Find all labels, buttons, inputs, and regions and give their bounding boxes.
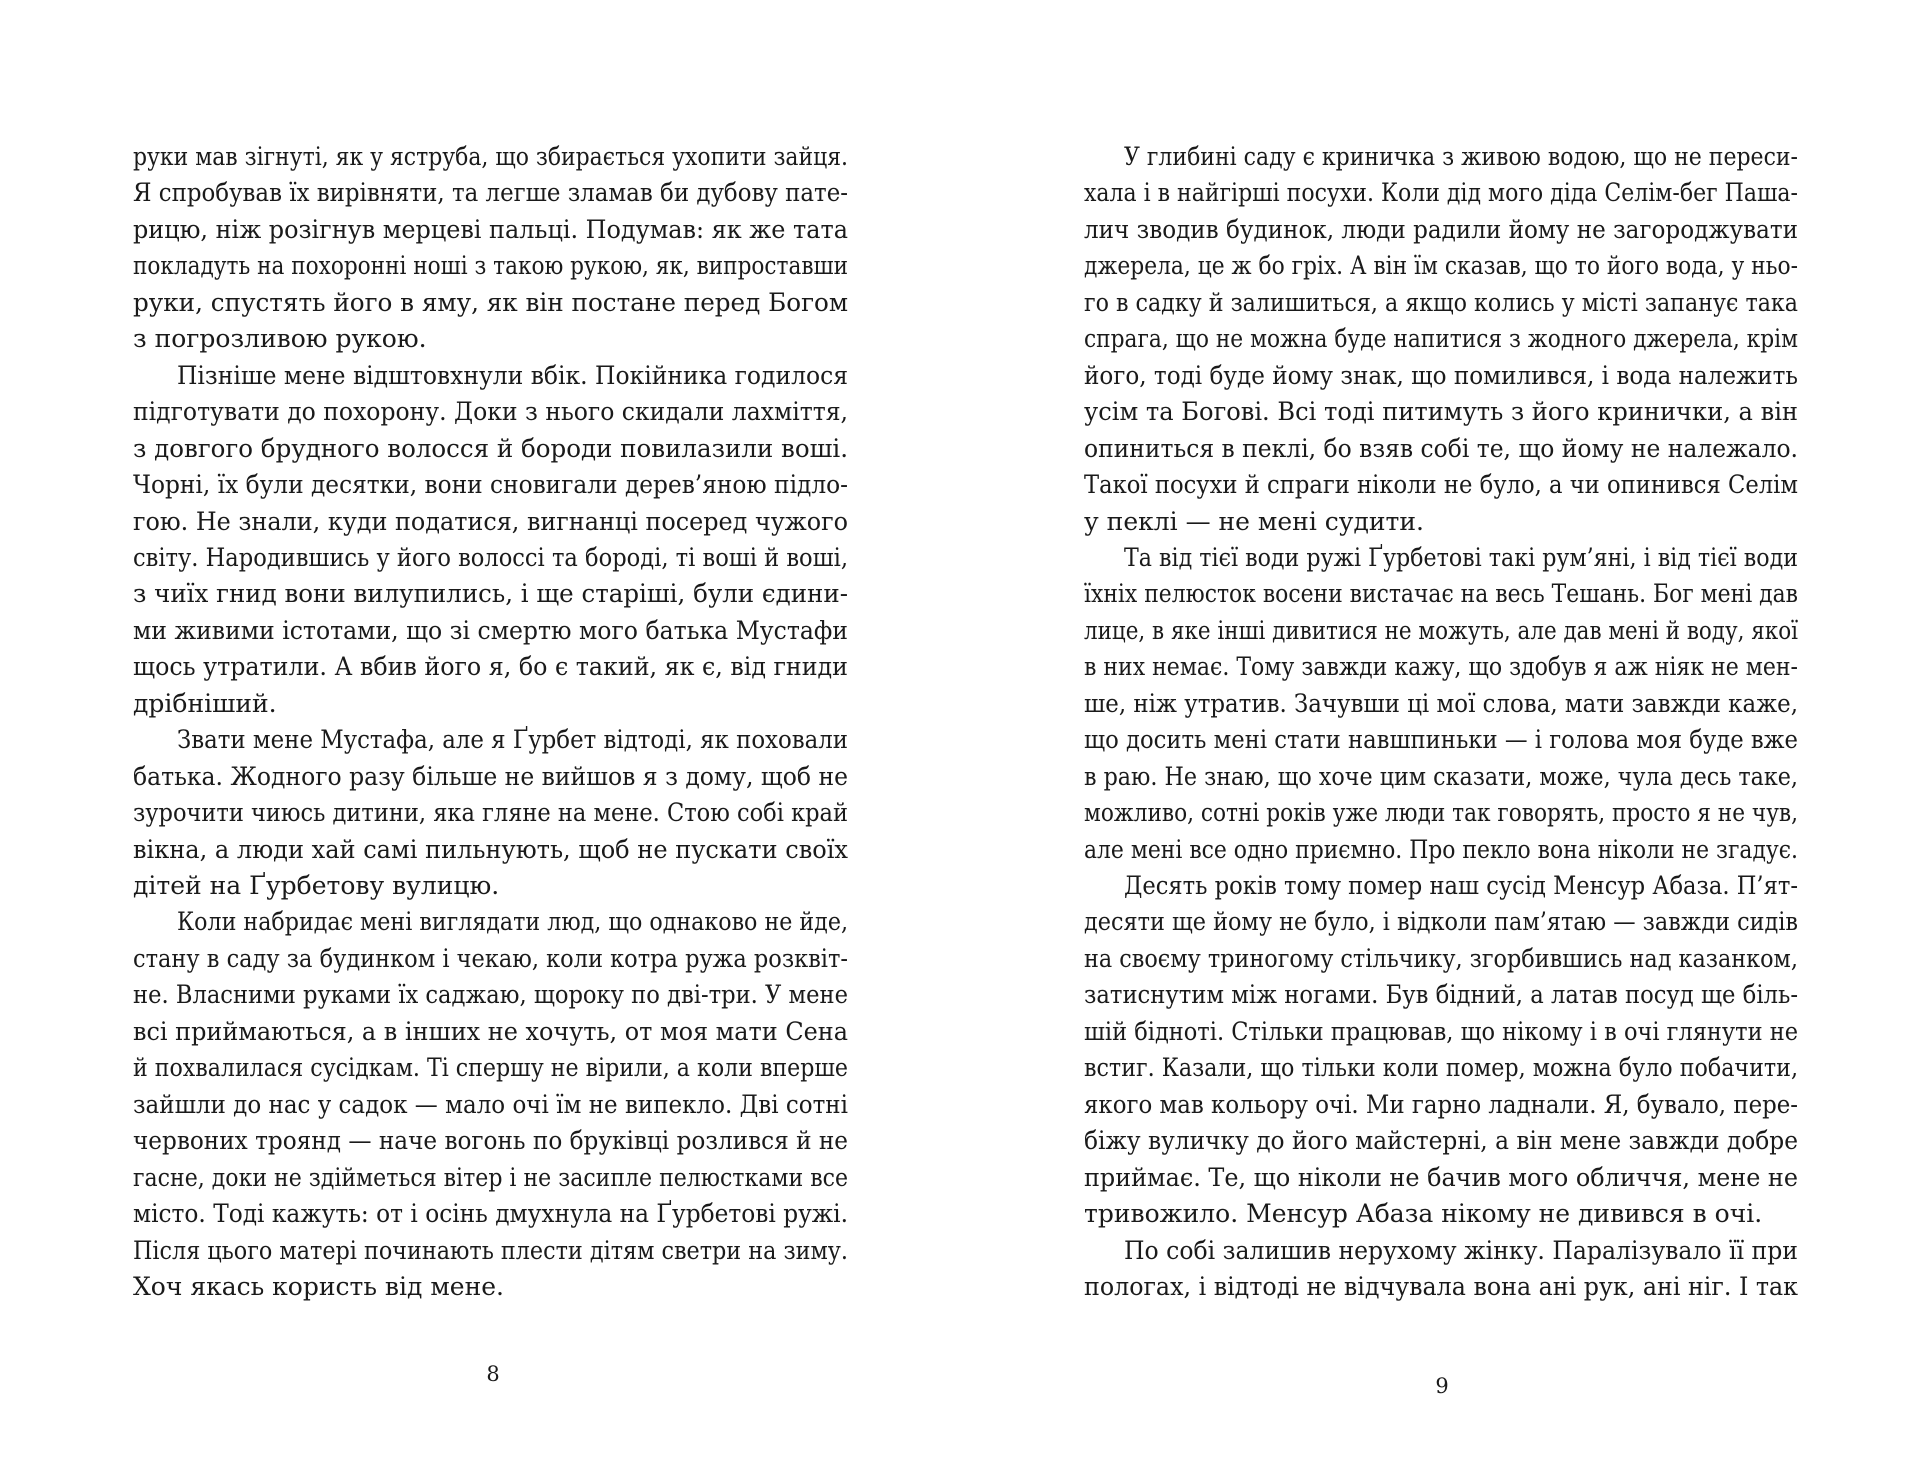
right-page-text-line: опиниться в пеклі, бо взяв собі те, що йому не належало.: [1084, 434, 1798, 463]
left-page-text-line: Звати мене Мустафа, але я Ґурбет відтоді, як поховали: [177, 725, 848, 754]
left-page-text-line: щось утратили. А вбив його я, бо є такий, як є, від гниди: [133, 652, 848, 681]
right-page-text-line: його, тоді буде йому знак, що помилився, і вода належить: [1084, 361, 1798, 390]
left-page-text-line: руки мав зігнуті, як у яструба, що збирається ухопити зайця.: [133, 142, 848, 171]
right-page-text-line: приймає. Те, що ніколи не бачив мого обличчя, мене не: [1084, 1163, 1798, 1192]
left-page-text-line: гою. Не знали, куди податися, вигнанці посеред чужого: [133, 507, 848, 536]
right-page-text-line: Такої посухи й спраги ніколи не було, а чи опинився Селім: [1084, 470, 1798, 499]
right-page: [960, 0, 1920, 1477]
right-page-text-line: лице, в яке інші дивитися не можуть, але дав мені й воду, якої: [1084, 616, 1798, 645]
left-page-text-line: рицю, ніж розігнув мерцеві пальці. Подумав: як же тата: [133, 215, 848, 244]
left-page-text-line: зурочити чиюсь дитини, яка гляне на мене. Стою собі край: [133, 798, 848, 827]
right-page-text-line: в раю. Не знаю, що хоче цим сказати, може, чула десь таке,: [1084, 762, 1798, 791]
right-page-text-line: Та від тієї води ружі Ґурбетові такі рум’яні, і від тієї води: [1124, 543, 1798, 572]
left-page-text-line: Після цього матері починають плести дітям светри на зиму.: [133, 1236, 848, 1265]
left-page-text-line: зайшли до нас у садок — мало очі їм не випекло. Дві сотні: [133, 1090, 848, 1119]
left-page-text-line: Чорні, їх були десятки, вони сновигали дерев’яною підло-: [133, 470, 848, 499]
right-page-text-line: По собі залишив нерухому жінку. Паралізувало її при: [1124, 1236, 1798, 1265]
right-page-text-line: але мені все одно приємно. Про пекло вона ніколи не згадує.: [1084, 835, 1798, 864]
right-page-text-line: хала і в найгірші посухи. Коли дід мого діда Селім-бег Паша-: [1084, 178, 1798, 207]
right-page-text-line: тривожило. Менсур Абаза нікому не дивився в очі.: [1084, 1199, 1763, 1228]
right-page-text-line: біжу вуличку до його майстерні, а він мене завжди добре: [1084, 1126, 1798, 1155]
right-page-text-line: в них немає. Тому завжди кажу, що здобув я аж ніяк не мен-: [1084, 652, 1798, 681]
right-page-text-line: джерела, це ж бо гріх. А він їм сказав, що то його вода, у ньо-: [1084, 251, 1798, 280]
left-page-text-line: червоних троянд — наче вогонь по бруківці розлився й не: [133, 1126, 848, 1155]
left-page-text-line: Я спробував їх вирівняти, та легше зламав би дубову пате-: [133, 178, 848, 207]
right-page-text-line: їхніх пелюсток восени вистачає на весь Тешань. Бог мені дав: [1084, 579, 1798, 608]
right-page-text-line: на своєму триногому стільчику, згорбившись над казанком,: [1084, 944, 1798, 973]
left-page-text-line: гасне, доки не здійметься вітер і не засипле пелюстками все: [133, 1163, 848, 1192]
right-page-text-line: У глибині саду є криничка з живою водою, що не переси-: [1124, 142, 1798, 171]
right-page-text-line: встиг. Казали, що тільки коли помер, можна було побачити,: [1084, 1053, 1798, 1082]
left-page-text-line: Хоч якась користь від мене.: [133, 1272, 504, 1301]
right-page-number: 9: [1435, 1374, 1449, 1398]
right-page-text-line: пологах, і відтоді не відчувала вона ані рук, ані ніг. І так: [1084, 1272, 1798, 1301]
left-page-text-line: з довгого брудного волосся й бороди повилазили воші.: [133, 434, 848, 463]
left-page-text-line: дрібніший.: [133, 689, 277, 718]
right-page-text-line: що досить мені стати навшпиньки — і голова моя буде вже: [1084, 725, 1798, 754]
left-page-text-line: всі приймаються, а в інших не хочуть, от моя мати Сена: [133, 1017, 848, 1046]
right-page-text-line: ше, ніж утратив. Зачувши ці мої слова, мати завжди каже,: [1084, 689, 1798, 718]
right-page-text-line: у пеклі — не мені судити.: [1084, 507, 1424, 536]
left-page-number: 8: [486, 1362, 500, 1386]
left-page-text-line: руки, спустять його в яму, як він постане перед Богом: [133, 288, 848, 317]
left-page-text-line: й похвалилася сусідкам. Ті спершу не вірили, а коли вперше: [133, 1053, 848, 1082]
left-page-text-line: вікна, а люди хай самі пильнують, щоб не пускати своїх: [133, 835, 848, 864]
right-page-text-line: шій бідноті. Стільки працював, що нікому і в очі глянути не: [1084, 1017, 1798, 1046]
left-page-text-line: ми живими істотами, що зі смертю мого батька Мустафи: [133, 616, 848, 645]
right-page-text-line: спрага, що не можна буде напитися з жодного джерела, крім: [1084, 324, 1798, 353]
left-page-text-line: світу. Народившись у його волоссі та бороді, ті воші й воші,: [133, 543, 848, 572]
right-page-text-line: можливо, сотні років уже люди так говорять, просто я не чув,: [1084, 798, 1798, 827]
left-page-text-line: місто. Тоді кажуть: от і осінь дмухнула на Ґурбетові ружі.: [133, 1199, 848, 1228]
right-page-text-line: Десять років тому помер наш сусід Менсур Абаза. П’ят-: [1124, 871, 1798, 900]
left-page-text-line: Коли набридає мені виглядати люд, що однаково не йде,: [177, 907, 848, 936]
left-page-text-line: покладуть на похоронні ноші з такою рукою, як, випроставши: [133, 251, 848, 280]
left-page-text-line: дітей на Ґурбетову вулицю.: [133, 871, 500, 900]
left-page-text-line: стану в саду за будинком і чекаю, коли котра ружа розквіт-: [133, 944, 848, 973]
left-page-text-line: батька. Жодного разу більше не вийшов я з дому, щоб не: [133, 762, 848, 791]
left-page-text-line: не. Власними руками їх саджаю, щороку по дві-три. У мене: [133, 980, 848, 1009]
left-page-text-line: з чиїх гнид вони вилупились, і ще старіші, були єдини-: [133, 579, 848, 608]
right-page-text-line: затиснутим між ногами. Був бідний, а латав посуд ще біль-: [1084, 980, 1798, 1009]
right-page-text-line: го в садку й залишиться, а якщо колись у місті запанує така: [1084, 288, 1798, 317]
left-page-text-line: з погрозливою рукою.: [133, 324, 427, 353]
right-page-text-line: десяти ще йому не було, і відколи пам’ятаю — завжди сидів: [1084, 907, 1798, 936]
right-page-text-line: лич зводив будинок, люди радили йому не загороджувати: [1084, 215, 1798, 244]
left-page-text-line: Пізніше мене відштовхнули вбік. Покійника годилося: [177, 361, 848, 390]
left-page-text-line: підготувати до похорону. Доки з нього скидали лахміття,: [133, 397, 848, 426]
right-page-text-line: усім та Богові. Всі тоді питимуть з його кринички, а він: [1084, 397, 1798, 426]
right-page-text-line: якого мав кольору очі. Ми гарно ладнали. Я, бувало, пере-: [1084, 1090, 1798, 1119]
